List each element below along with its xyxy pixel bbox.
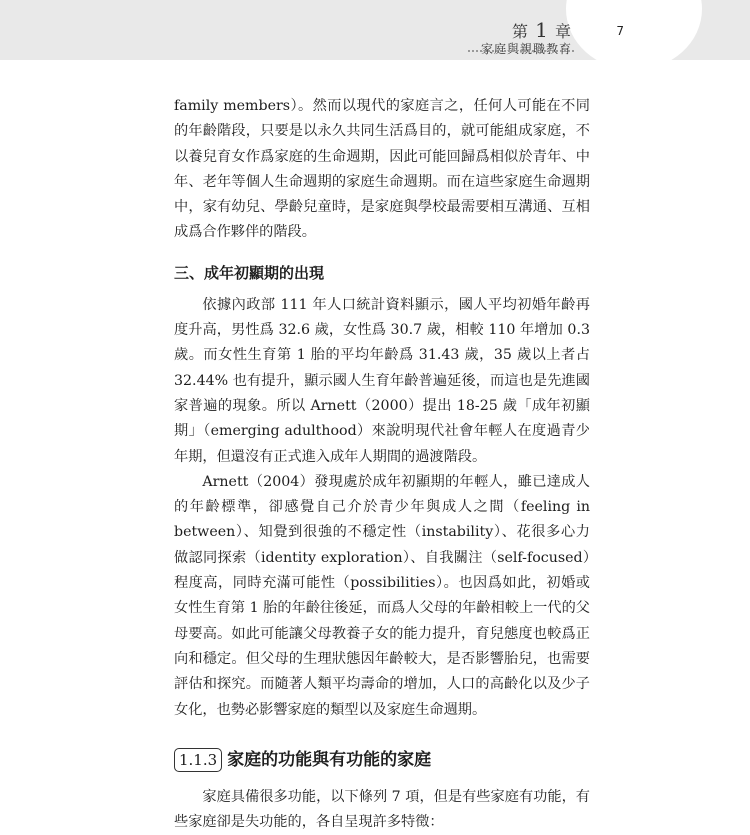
paragraph-4: 家庭具備很多功能，以下條列 7 項，但是有些家庭有功能，有些家庭卻是失功能的，各自呈現許多特徵：	[174, 788, 590, 831]
dotted-underline	[468, 50, 574, 52]
body-text	[174, 94, 590, 835]
subsection-title: 家庭的功能與有功能的家庭	[227, 749, 432, 770]
paragraph-3: Arnett（2004）發現處於成年初顯期的年輕人，雖已達成人的年齡標準，卻感覺自己介於青少年與成人之間（feeling in between）、知覺到很強的不穩定性（instability）、花很多心力做認同探索（identity exploration）、自我關注（self-focused）程度高，同時充滿可能性（possibilities）。也因爲如此，初婚或女性生育第 1 胎的年齡往後延，而爲人父母的年齡相較上一代的父母要高。如此可能讓父母教養子女的能力提升，育兒態度也較爲正向和穩定。但父母的生理狀態因年齡較大，是否影響胎兒，也需要評估和探究。而隨著人類平均壽命的增加，人口的高齡化以及少子女化，也勢必影響家庭的類型以及家庭生命週期。	[174, 473, 590, 718]
chapter-prefix: 第	[512, 22, 530, 41]
section-heading: 三、成年初顯期的出現	[174, 263, 325, 282]
chapter-number: 1	[535, 18, 549, 42]
chapter-suffix: 章	[554, 22, 572, 41]
subsection-number: 1.1.3	[174, 748, 222, 772]
subsection-heading	[174, 747, 590, 773]
page-number: 7	[616, 24, 624, 38]
paragraph-2: 依據內政部 111 年人口統計資料顯示，國人平均初婚年齡再度升高，男性爲 32.6 歲，女性爲 30.7 歲，相較 110 年增加 0.3 歲。而女性生育第 1 胎的平均年齡爲 31.43 歲，35 歲以上者占 32.44% 也有提升，顯示國人生育年齡普遍延後，而這也是先進國家普遍的現象。所以 Arnett（2000）提出 18-25 歲「成年初顯期」（emerging adulthood）來說明現代社會年輕人在度過青少年期，但還沒有正式進入成年人期間的過渡階段。	[174, 296, 590, 465]
paragraph-1: family members）。然而以現代的家庭言之，任何人可能在不同的年齡階段，只要是以永久共同生活爲目的，就可能組成家庭，不以養兒育女作爲家庭的生命週期，因此可能回歸爲相似於青年、中年、老年等個人生命週期的家庭生命週期。而在這些家庭生命週期中，家有幼兒、學齡兒童時，是家庭與學校最需要相互溝通、互相成爲合作夥伴的階段。	[174, 98, 590, 241]
chapter-label	[512, 18, 572, 42]
running-title: 家庭與親職教育	[480, 42, 572, 56]
